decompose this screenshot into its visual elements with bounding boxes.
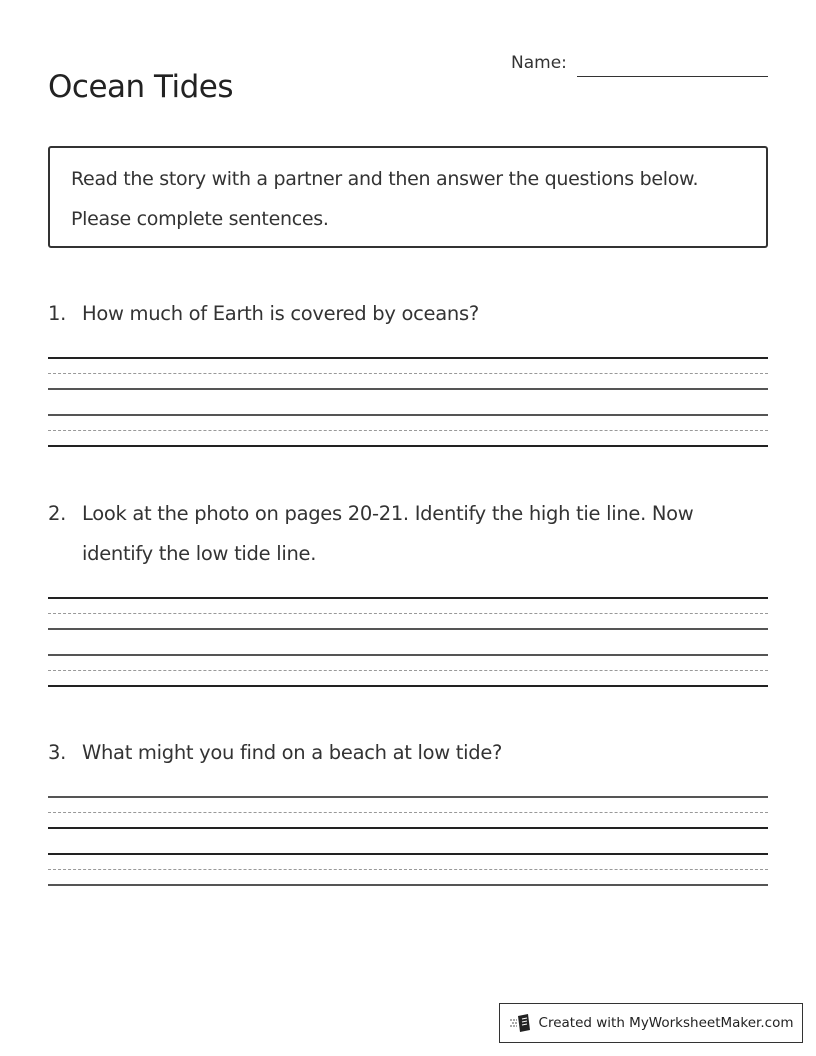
page-title: Ocean Tides xyxy=(48,68,234,105)
instructions-box xyxy=(48,146,768,248)
question-text: How much of Earth is covered by oceans? xyxy=(82,302,479,325)
name-field-line[interactable] xyxy=(577,76,768,77)
writing-line-mid xyxy=(48,373,768,374)
name-label: Name: xyxy=(511,53,567,73)
writing-line-mid xyxy=(48,812,768,813)
writing-line-base xyxy=(48,685,768,687)
question-3 xyxy=(48,733,768,773)
writing-line-base xyxy=(48,445,768,447)
footer-text: Created with MyWorksheetMaker.com xyxy=(538,1015,794,1031)
writing-line-top xyxy=(48,853,768,855)
question-text: What might you find on a beach at low tide? xyxy=(82,741,503,764)
question-number: 2. xyxy=(48,502,67,525)
question-number: 3. xyxy=(48,741,67,764)
writing-line-mid xyxy=(48,869,768,870)
writing-line-top xyxy=(48,654,768,656)
writing-line-base xyxy=(48,884,768,886)
question-number: 1. xyxy=(48,302,67,325)
writing-line-mid xyxy=(48,430,768,431)
writing-line-top xyxy=(48,597,768,599)
footer-badge[interactable] xyxy=(499,1003,803,1043)
writing-line-base xyxy=(48,628,768,630)
worksheet-logo-icon xyxy=(509,1013,533,1033)
question-1 xyxy=(48,294,768,334)
question-text: Look at the photo on pages 20-21. Identify the high tie line. Now identify the low tide line. xyxy=(82,502,694,565)
writing-line-mid xyxy=(48,670,768,671)
writing-line-top xyxy=(48,357,768,359)
writing-line-base xyxy=(48,388,768,390)
writing-line-base xyxy=(48,827,768,829)
question-2 xyxy=(48,494,768,574)
instructions-text: Read the story with a partner and then answer the questions below. Please complete sentences. xyxy=(71,168,699,230)
writing-line-top xyxy=(48,414,768,416)
writing-line-top xyxy=(48,796,768,798)
writing-line-mid xyxy=(48,613,768,614)
